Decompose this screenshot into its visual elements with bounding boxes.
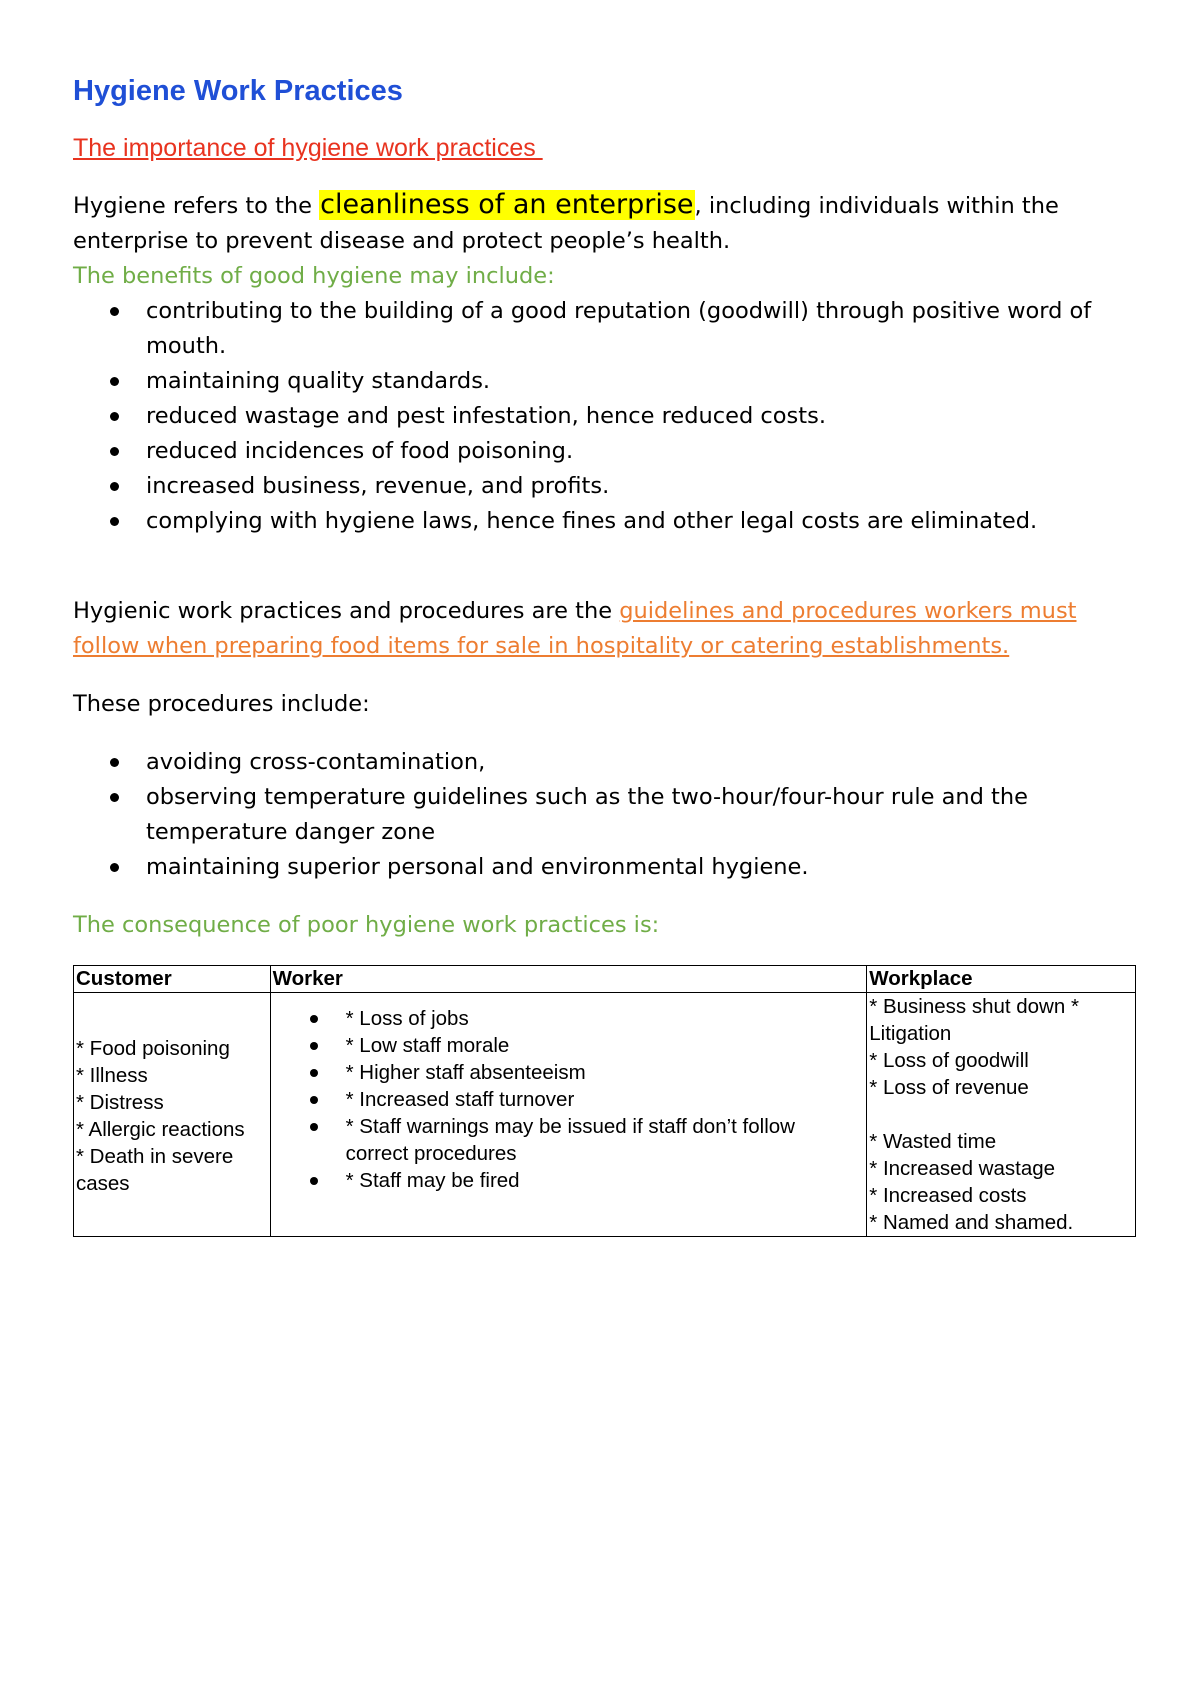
table-header-row <box>74 966 1136 993</box>
intro-paragraph <box>73 189 1133 259</box>
document-content <box>73 72 1133 1237</box>
spacer <box>73 722 1133 745</box>
procedures-intro: These procedures include: <box>73 691 370 717</box>
procedure-item: maintaining superior personal and environmental hygiene. <box>146 850 1133 885</box>
spacer <box>73 885 1133 908</box>
highlighted-phrase: cleanliness of an enterprise <box>320 189 694 220</box>
worker-consequence-item: * Increased staff turnover <box>346 1086 865 1113</box>
header-worker: Worker <box>270 966 867 993</box>
customer-consequences: * Food poisoning * Illness * Distress * Allergic reactions * Death in severe cases <box>76 1037 245 1195</box>
procedure-item: avoiding cross-contamination, <box>146 745 1133 780</box>
practices-paragraph <box>73 594 1133 664</box>
spacer <box>73 943 1133 965</box>
benefit-item: reduced wastage and pest infestation, hence reduced costs. <box>146 399 1133 434</box>
benefit-item: maintaining quality standards. <box>146 364 1133 399</box>
consequence-table <box>73 965 1136 1237</box>
section-heading-importance: The importance of hygiene work practices <box>73 134 543 162</box>
worker-consequence-item: * Higher staff absenteeism <box>346 1059 865 1086</box>
header-workplace: Workplace <box>867 966 1136 993</box>
guidelines-link-continued[interactable]: follow when preparing food items for sale in hospitality or catering establishments. <box>73 633 1010 659</box>
worker-consequence-item: * Staff may be fired <box>346 1167 865 1194</box>
worker-consequence-item: * Low staff morale <box>346 1032 865 1059</box>
worker-consequences-list <box>273 1005 865 1194</box>
benefits-heading: The benefits of good hygiene may include: <box>73 263 555 289</box>
worker-cell <box>270 993 867 1237</box>
header-customer: Customer <box>74 966 271 993</box>
procedure-item-continuation: temperature danger zone <box>146 819 436 845</box>
benefits-list <box>73 294 1133 539</box>
guidelines-link[interactable]: guidelines and procedures workers must <box>619 598 1077 624</box>
intro-text-after: , including individuals within the <box>694 193 1059 219</box>
document-title: Hygiene Work Practices <box>73 75 403 107</box>
procedures-list <box>73 745 1133 885</box>
customer-cell <box>74 993 271 1237</box>
benefit-item-continuation: mouth. <box>146 333 227 359</box>
intro-text-before: Hygiene refers to the <box>73 193 320 219</box>
benefit-item: complying with hygiene laws, hence fines and other legal costs are eliminated. <box>146 504 1133 539</box>
benefit-item: reduced incidences of food poisoning. <box>146 434 1133 469</box>
benefit-item: contributing to the building of a good reputation (goodwill) through positive word of <box>146 294 1133 329</box>
spacer <box>73 664 1133 687</box>
benefit-item: increased business, revenue, and profits. <box>146 469 1133 504</box>
procedure-item: observing temperature guidelines such as the two-hour/four-hour rule and the <box>146 780 1133 815</box>
intro-text-line2: enterprise to prevent disease and protect people’s health. <box>73 228 731 254</box>
worker-consequence-item: * Staff warnings may be issued if staff don’t follow correct procedures <box>346 1113 865 1167</box>
workplace-consequences: * Business shut down * Litigation * Loss of goodwill * Loss of revenue * Wasted time * Increased wastage * Increased costs * Named and shamed. <box>869 995 1079 1234</box>
workplace-cell <box>867 993 1136 1237</box>
worker-consequence-item: * Loss of jobs <box>346 1005 865 1032</box>
practices-text-before: Hygienic work practices and procedures are the <box>73 598 620 624</box>
spacer <box>73 539 1133 594</box>
table-row <box>74 993 1136 1237</box>
consequence-heading: The consequence of poor hygiene work practices is: <box>73 912 660 938</box>
